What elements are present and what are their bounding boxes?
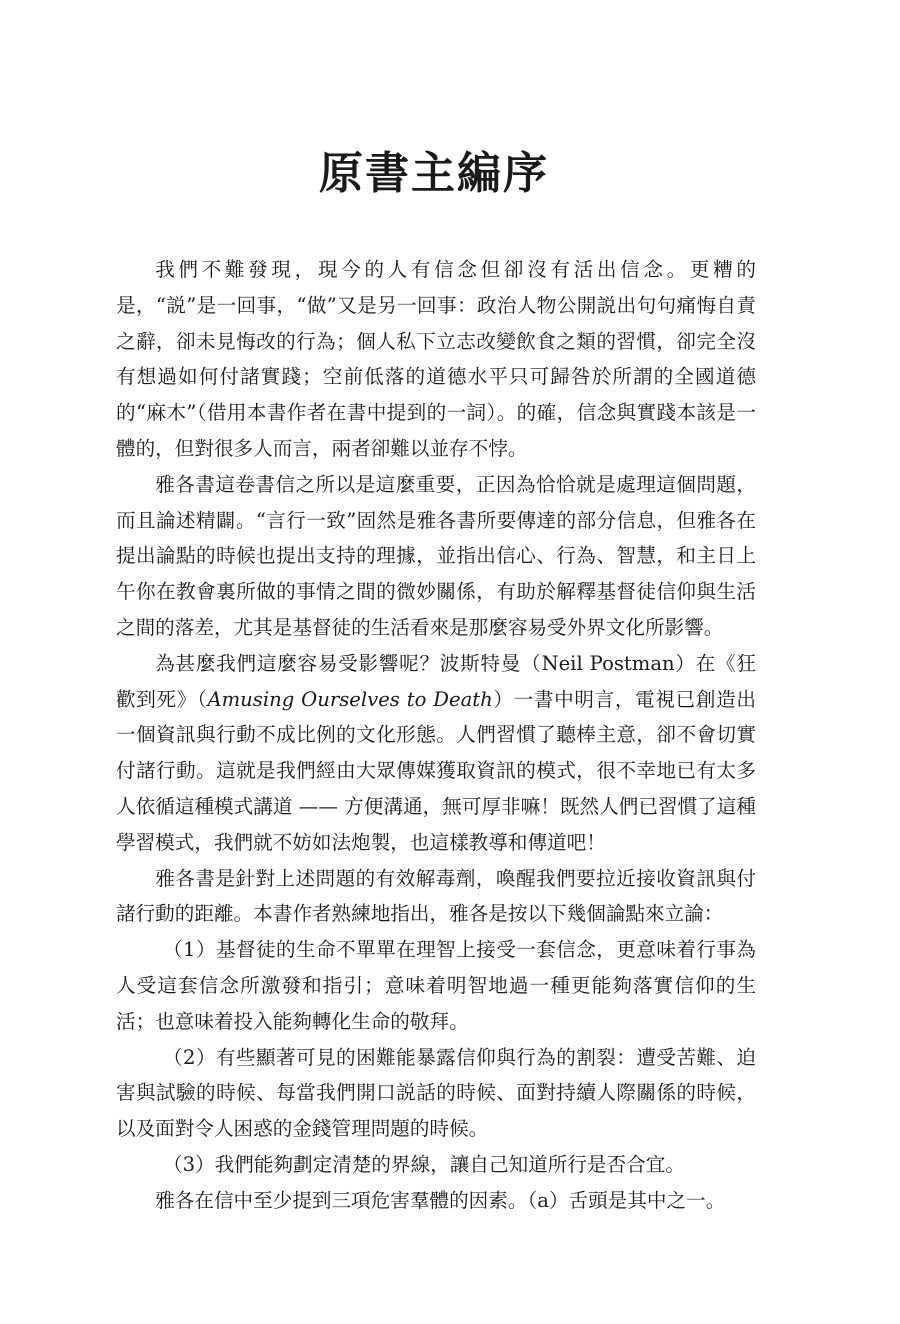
- book-title-italic: Amusing Ourselves to Death: [207, 687, 493, 711]
- point-1: （1）基督徒的生命不單單在理智上接受一套信念，更意味着行事為人受這套信念所激發和指引；意味着明智地過一種更能夠落實信仰的生活；也意味着投入能夠轉化生命的敬拜。: [116, 938, 756, 1033]
- paragraph-3: [116, 646, 756, 861]
- paragraph-1: 我們不難發現，現今的人有信念但卻沒有活出信念。更糟的是，“説”是一回事，“做”又是另一回事：政治人物公開説出句句痛悔自責之辭，卻未見悔改的行為；個人私下立志改變飲食之類的習慣，卻完全沒有想過如何付諸實踐；空前低落的道德水平只可歸咎於所謂的全國道德的“麻木”（借用本書作者在書中提到的一詞）。的確，信念與實踐本該是一體的，但對很多人而言，兩者卻難以並存不悖。: [116, 258, 756, 460]
- paragraph-4: 雅各書是針對上述問題的有效解毒劑，喚醒我們要拉近接收資訊與付諸行動的距離。本書作者熟練地指出，雅各是按以下幾個論點來立論：: [116, 866, 756, 926]
- paragraph-2: 雅各書這卷書信之所以是這麼重要，正因為恰恰就是處理這個問題，而且論述精闢。“言行一致”固然是雅各書所要傳達的部分信息，但雅各在提出論點的時候也提出支持的理據，並指出信心、行為、智慧，和主日上午你在教會裏所做的事情之間的微妙關係，有助於解釋基督徒信仰與生活之間的落差，尤其是基督徒的生活看來是那麼容易受外界文化所影響。: [116, 472, 756, 639]
- paragraph-3-text-before: 為甚麼我們這麼容易受影響呢？波斯特曼（Neil Postman）在《狂歡到死》（: [116, 651, 756, 711]
- document-body: [116, 252, 756, 1219]
- paragraph-last: 雅各在信中至少提到三項危害羣體的因素。（a）舌頭是其中之一。: [155, 1188, 726, 1212]
- page-title: 原書主編序: [319, 148, 549, 199]
- point-2: （2）有些顯著可見的困難能暴露信仰與行為的割裂：遭受苦難、迫害與試驗的時候、每當我們開口説話的時候、面對持續人際關係的時候，以及面對令人困惑的金錢管理問題的時候。: [116, 1045, 756, 1141]
- paragraph-3-text-after: ）一書中明言，電視已創造出一個資訊與行動不成比例的文化形態。人們習慣了聽棒主意，卻不會切實付諸行動。這就是我們經由大眾傳媒獲取資訊的模式，很不幸地已有太多人依循這種模式講道 —— 方便溝通，無可厚非嘛！既然人們已習慣了這種學習模式，我們就不妨如法炮製，也這樣教導和傳道吧！: [116, 687, 757, 854]
- point-3: （3）我們能夠劃定清楚的界線，讓自己知道所行是否合宜。: [163, 1152, 685, 1176]
